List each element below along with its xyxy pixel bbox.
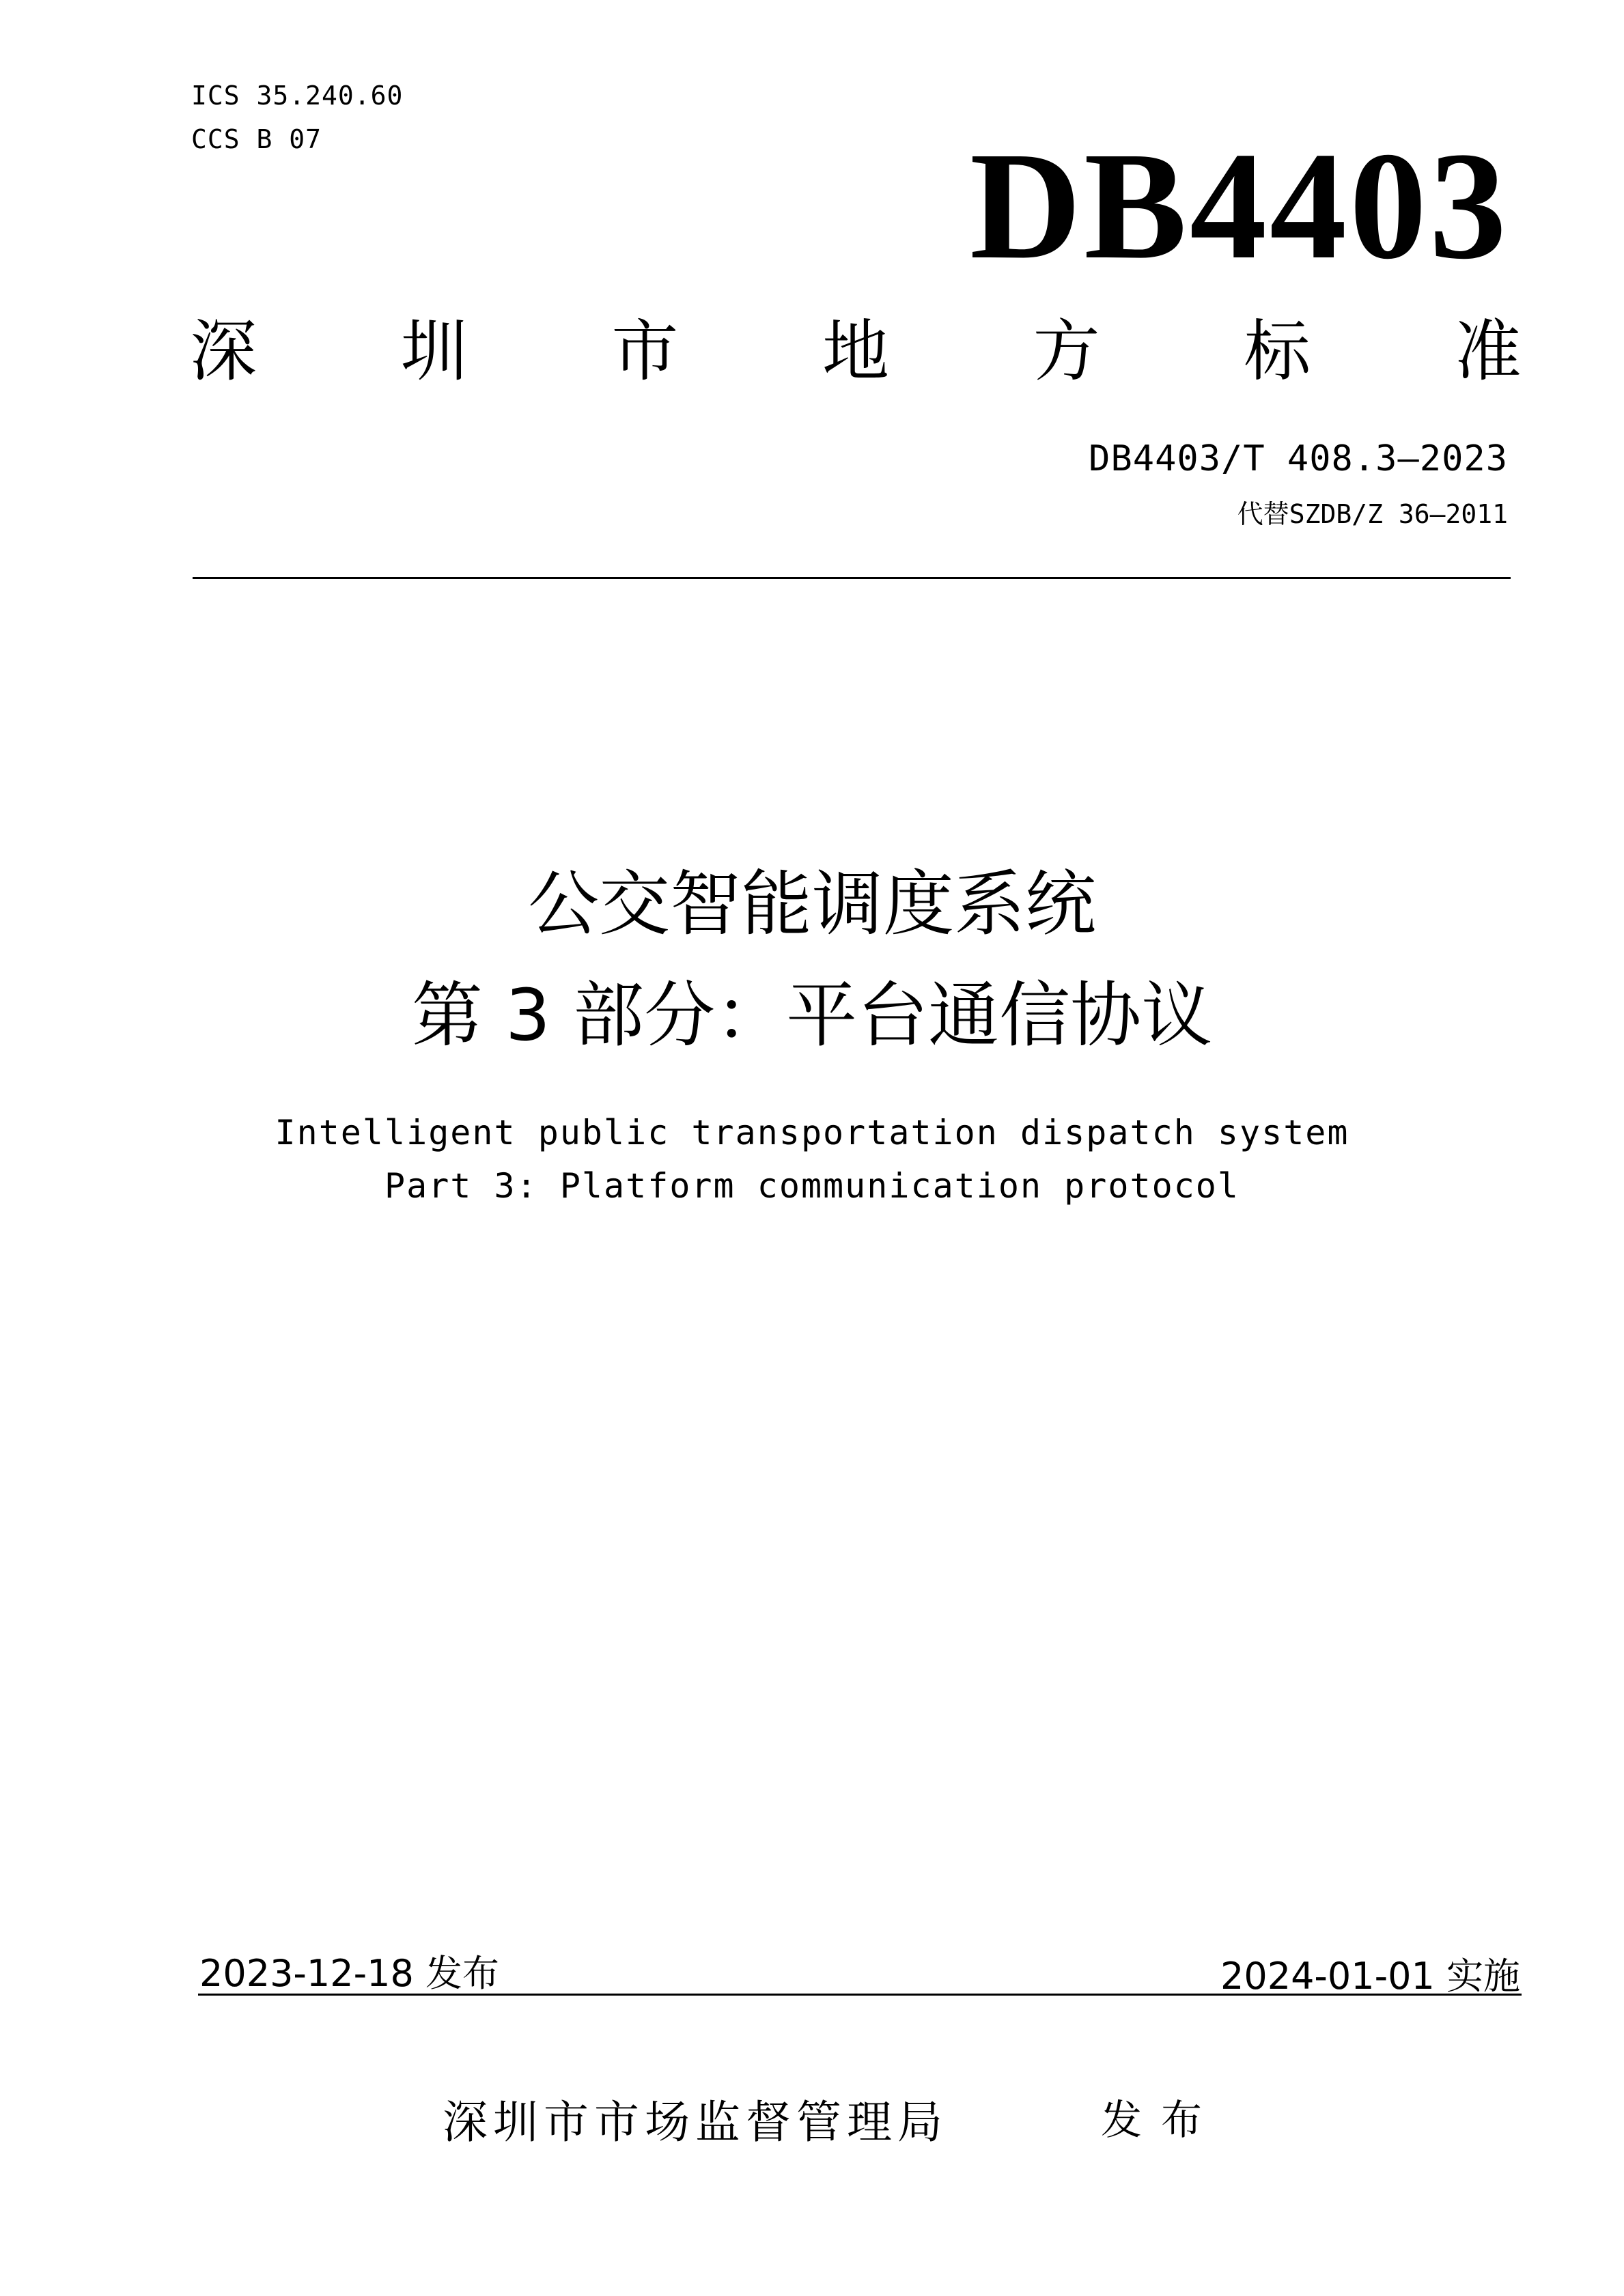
standard-type-char: 标 [1244,313,1311,391]
standard-type-heading [190,315,1522,389]
ics-code: ICS 35.240.60 [191,81,404,111]
publish-label: 发布 [1101,2097,1221,2144]
standard-type-char: 圳 [400,313,468,391]
standard-type-char: 准 [1454,313,1522,391]
title-english-line-1: Intelligent public transportation dispatch system [275,1113,1349,1152]
title-chinese-line-1: 公交智能调度系统 [527,862,1096,946]
title-english-line-2: Part 3: Platform communication protocol [384,1166,1240,1206]
implementation-date: 2024-01-01 实施 [1220,1955,1520,1998]
standard-type-char: 市 [611,313,679,391]
standard-number: DB4403/T 408.3—2023 [1089,438,1508,479]
footer-divider [198,1994,1522,1996]
ccs-code: CCS B 07 [191,124,322,154]
db-code-title: DB4403 [970,120,1509,291]
standard-type-char: 深 [190,313,257,391]
header-divider [193,577,1511,579]
standard-type-char: 地 [822,313,889,391]
issue-date: 2023-12-18 发布 [199,1952,499,1995]
standard-type-char: 方 [1033,313,1100,391]
replaces-note: 代替SZDB/Z 36—2011 [1237,499,1508,529]
title-chinese-line-2: 第 3 部分：平台通信协议 [411,974,1213,1057]
publisher-name: 深圳市市场监督管理局 [443,2096,948,2149]
